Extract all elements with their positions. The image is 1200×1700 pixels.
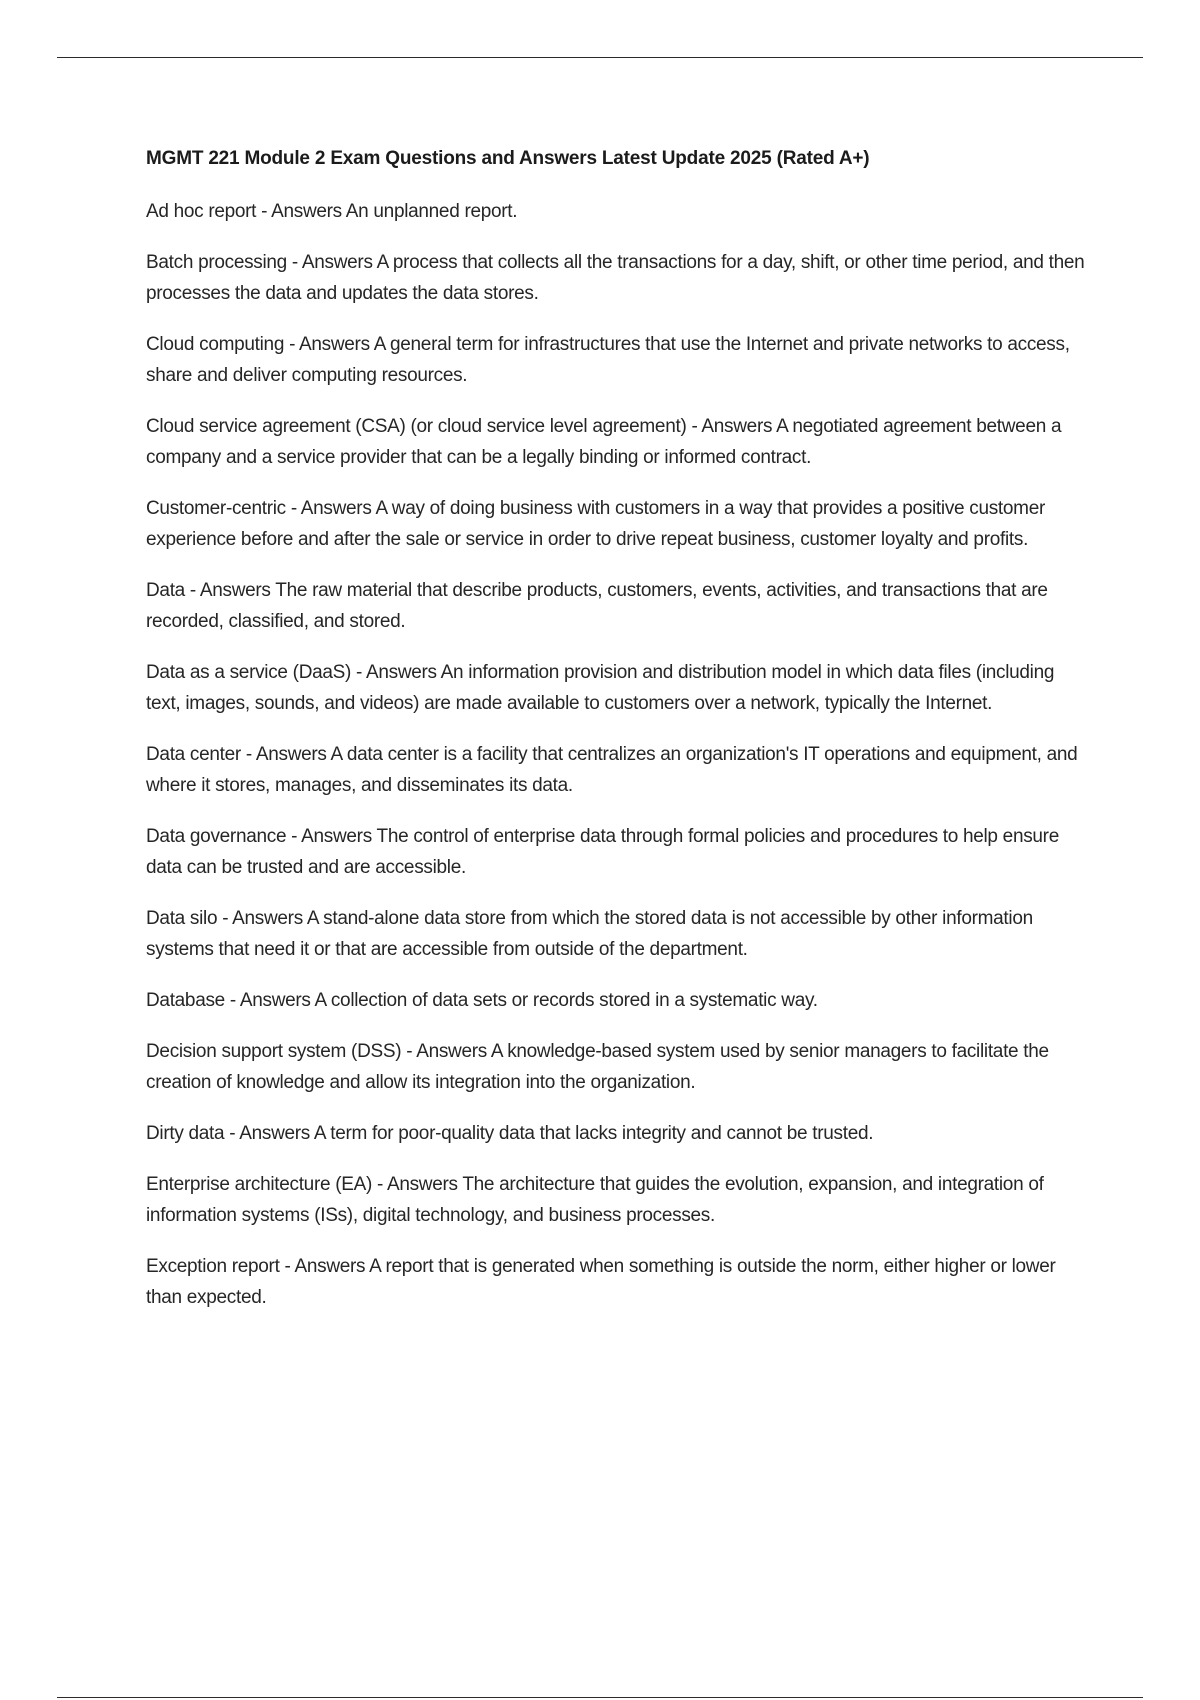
glossary-entry: Batch processing - Answers A process that collects all the transactions for a day, shift, or other time period, and then processes the data and updates the data stores.: [146, 252, 1085, 304]
glossary-entry: Cloud service agreement (CSA) (or cloud service level agreement) - Answers A negotiated agreement between a company and a service provider that can be a legally binding or informed contract.: [146, 416, 1062, 468]
glossary-entry: Customer-centric - Answers A way of doing business with customers in a way that provides a positive customer experience before and after the sale or service in order to drive repeat business, customer loyalty and profits.: [146, 498, 1046, 550]
footer-rule: [57, 1697, 1143, 1698]
glossary-entry: Dirty data - Answers A term for poor-quality data that lacks integrity and cannot be trusted.: [146, 1123, 874, 1144]
glossary-entry: Cloud computing - Answers A general term for infrastructures that use the Internet and private networks to access, share and deliver computing resources.: [146, 334, 1070, 386]
glossary-entry: Data center - Answers A data center is a facility that centralizes an organization's IT operations and equipment, and where it stores, manages, and disseminates its data.: [146, 744, 1078, 796]
glossary-entry: Decision support system (DSS) - Answers A knowledge-based system used by senior managers to facilitate the creation of knowledge and allow its integration into the organization.: [146, 1041, 1049, 1093]
glossary-entry: Enterprise architecture (EA) - Answers The architecture that guides the evolution, expansion, and integration of information systems (ISs), digital technology, and business processes.: [146, 1174, 1044, 1226]
glossary-entry: Ad hoc report - Answers An unplanned report.: [146, 201, 518, 222]
glossary-entry: Database - Answers A collection of data sets or records stored in a systematic way.: [146, 990, 818, 1011]
glossary-entry: Data governance - Answers The control of enterprise data through formal policies and procedures to help ensure data can be trusted and are accessible.: [146, 826, 1059, 878]
glossary-entry: Data as a service (DaaS) - Answers An information provision and distribution model in which data files (including text, images, sounds, and videos) are made available to customers over a network, typically the Internet.: [146, 662, 1055, 714]
glossary-entry: Data - Answers The raw material that describe products, customers, events, activities, and transactions that are recorded, classified, and stored.: [146, 580, 1048, 632]
glossary-entry: Data silo - Answers A stand-alone data store from which the stored data is not accessible by other information systems that need it or that are accessible from outside of the department.: [146, 908, 1033, 960]
header-rule: [57, 57, 1143, 58]
document-body: [146, 145, 1086, 1333]
glossary-entry: Exception report - Answers A report that is generated when something is outside the norm, either higher or lower than expected.: [146, 1256, 1056, 1308]
document-title: MGMT 221 Module 2 Exam Questions and Answers Latest Update 2025 (Rated A+): [146, 148, 870, 169]
